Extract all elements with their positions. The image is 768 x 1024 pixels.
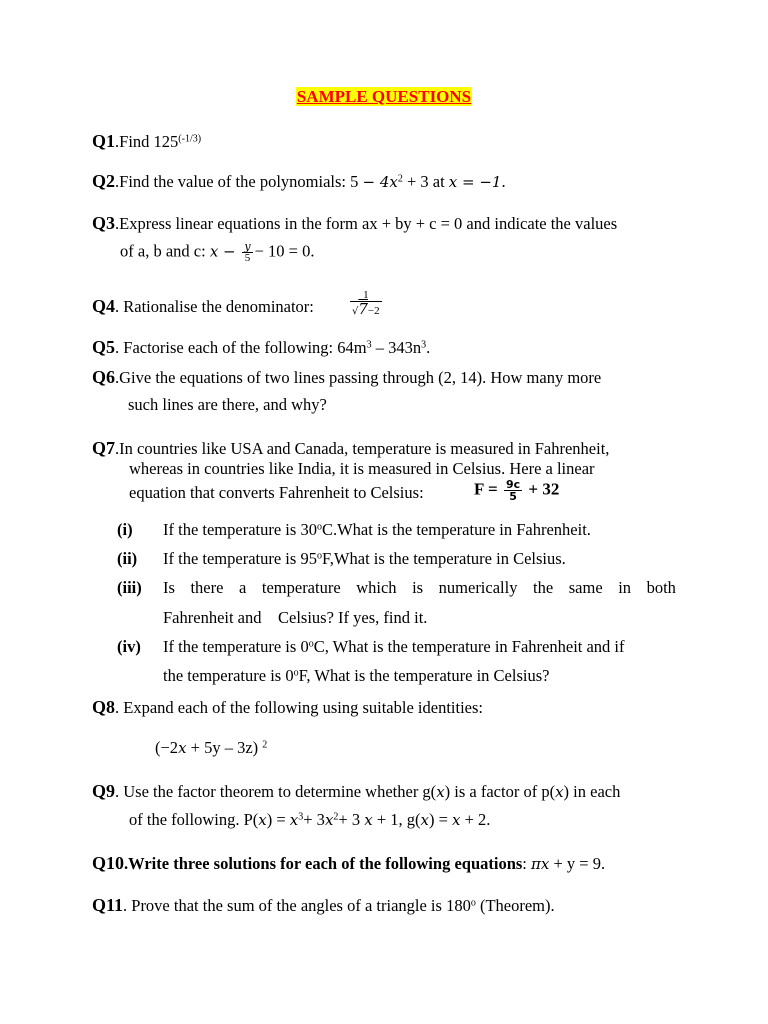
question-label: Q9 — [92, 781, 116, 801]
question-label: Q3 — [92, 213, 116, 233]
question-label: Q6 — [92, 367, 116, 387]
sub-question-i: (i) — [117, 520, 133, 539]
sub-question-iii-line-2: Fahrenheit and Celsius? If yes, find it. — [163, 608, 428, 627]
question-3-line-1: Q3.Express linear equations in the form ax + by + c = 0 and indicate the values — [92, 213, 618, 233]
fraction: $\frac{\text{𝑦}}{5}$ — [244, 240, 251, 264]
question-6-line-2: such lines are there, and why? — [128, 395, 327, 414]
question-6-line-1: Q6.Give the equations of two lines passing through (2, 14). How many more — [92, 367, 602, 387]
question-label: Q5 — [92, 337, 116, 357]
question-label: Q8 — [92, 697, 116, 717]
page-title: SAMPLE QUESTIONS — [296, 87, 472, 106]
sub-question-iv: (iv) — [117, 637, 141, 656]
sub-question-ii-text: If the temperature is 95$^o$F,What is the temperature in Celsius. — [163, 549, 566, 568]
question-label: Q2 — [92, 171, 116, 191]
question-10: Q10.Write three solutions for each of the following equations: 𝜋𝑥 + y = 9. — [92, 853, 606, 873]
question-label: Q4 — [92, 296, 116, 316]
question-label: Q1 — [92, 131, 116, 151]
question-2: Q2.Find the value of the polynomials: 5 − 4𝑥$^2$ + 3 at 𝑥 = −1. — [92, 171, 506, 191]
sub-question-iv-line-1: If the temperature is 0$^o$C, What is the temperature in Fahrenheit and if — [163, 637, 625, 656]
question-9-line-2: of the following. P(𝑥) = 𝑥$^3$+ 3𝑥$^2$+ 3 𝑥 + 1, g(𝑥) = 𝑥 + 2. — [129, 810, 491, 829]
question-9-line-1: Q9. Use the factor theorem to determine whether g(𝑥) is a factor of p(𝑥) in each — [92, 781, 621, 801]
question-7-line-1: Q7.In countries like USA and Canada, temperature is measured in Fahrenheit, — [92, 438, 610, 458]
sub-question-iii-line-1: Is there a temperature which is numerically the same in both — [163, 578, 676, 597]
question-7-line-2: whereas in countries like India, it is measured in Celsius. Here a linear — [129, 459, 595, 478]
conversion-formula: F = $\frac{9c}{5}$ + 32 — [474, 478, 560, 503]
question-4-fraction: $\frac{1}{√7-2}$ — [352, 289, 380, 318]
question-8: Q8. Expand each of the following using suitable identities: — [92, 697, 483, 717]
sub-question-iii: (iii) — [117, 578, 142, 597]
sub-question-i-text: If the temperature is 30$^o$C.What is the temperature in Fahrenheit. — [163, 520, 591, 539]
question-8-expression: (−2𝑥 + 5y – 3z) $^2$ — [155, 738, 268, 757]
question-11: Q11. Prove that the sum of the angles of a triangle is 180$^o$ (Theorem). — [92, 895, 555, 915]
question-5: Q5. Factorise each of the following: $64m^3 - 343n^3$. — [92, 337, 431, 357]
sub-question-iv-line-2: the temperature is 0$^o$F, What is the temperature in Celsius? — [163, 666, 550, 685]
question-1: Q1.Find $125^{(-1/3)}$ — [92, 131, 202, 151]
question-3-line-2: of a, b and c: 𝑥 − $\frac{\text{𝑦}}{5}$ − 10 = 0. — [120, 240, 315, 264]
question-4: Q4. Rationalise the denominator: — [92, 296, 314, 316]
question-label: Q7 — [92, 438, 116, 458]
question-label: Q10 — [92, 853, 125, 873]
question-7-line-3: equation that converts Fahrenheit to Celsius: — [129, 483, 424, 502]
sub-question-ii: (ii) — [117, 549, 138, 568]
question-label: Q11 — [92, 895, 124, 915]
